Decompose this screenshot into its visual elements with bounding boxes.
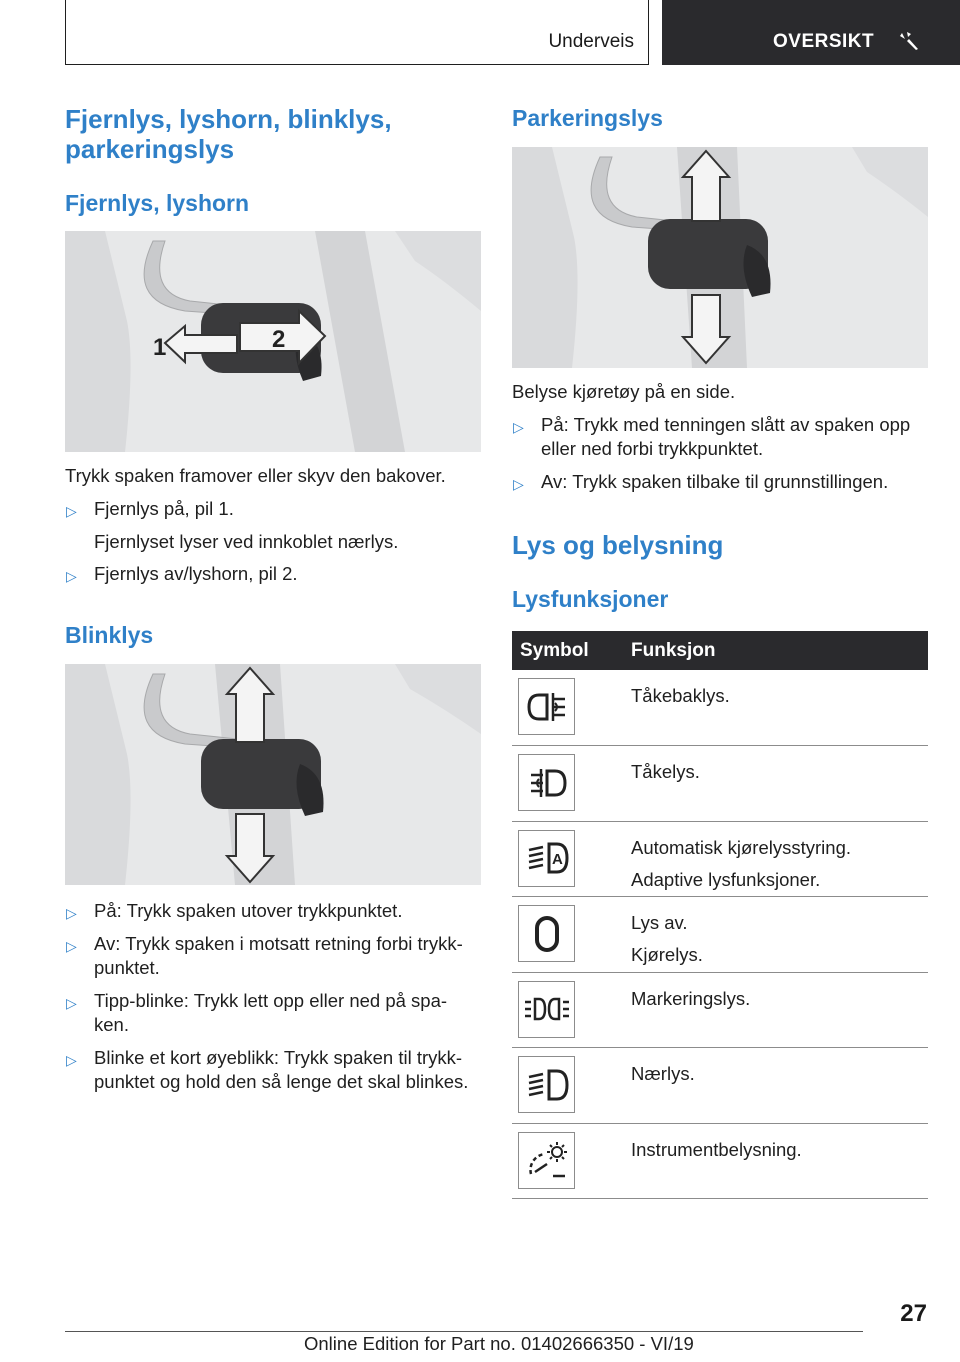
light-functions-table (512, 631, 928, 1199)
list-item: ▷ På: Trykk spaken utover trykkpunktet. (65, 899, 481, 923)
list-item: ▷ Fjernlys av/lyshorn, pil 2. (65, 562, 481, 586)
page-title: Fjernlys, lyshorn, blinklys, parkeringslys (65, 104, 392, 164)
bullet-triangle-icon: ▷ (66, 503, 77, 519)
rear-fog-light-icon (518, 678, 575, 735)
overview-label: OVERSIKT (773, 31, 875, 52)
bullet-triangle-icon: ▷ (513, 476, 524, 492)
edition-note: Online Edition for Part no. 01402666350 - VI/19 (304, 1333, 694, 1354)
figure-stalk-parking (512, 147, 928, 368)
front-fog-light-icon (518, 754, 575, 811)
table-header-row (512, 631, 928, 670)
table-row: Instrumentbelysning. (512, 1123, 928, 1199)
table-row: Lys av. Kjørelys. (512, 897, 928, 973)
table-row: Tåkebaklys. (512, 670, 928, 746)
arrow-label-1: 1 (153, 334, 167, 361)
heading-lights: Lys og belysning (512, 530, 724, 560)
bullet-triangle-icon: ▷ (66, 568, 77, 584)
heading-turn-signal: Blinklys (65, 622, 154, 648)
column-header-symbol: Symbol (512, 631, 622, 670)
list-item: ▷ På: Trykk med tenningen slått av spaken opp eller ned forbi trykkpunktet. (513, 414, 911, 459)
parking-intro: Belyse kjøretøy på en side. (512, 381, 736, 402)
bullet-triangle-icon: ▷ (66, 995, 77, 1011)
heading-parking-light: Parkeringslys (512, 105, 663, 131)
list-item: ▷ Av: Trykk spaken tilbake til grunnstillingen. (512, 470, 928, 494)
table-row: Tåkelys. (512, 746, 928, 822)
list-item: ▷ Blinke et kort øyeblikk: Trykk spaken til trykk-punktet og hold den så lenge det skal blinkes. (66, 1047, 469, 1092)
auto-headlight-icon (518, 830, 575, 887)
figure-stalk-high-beam (65, 231, 481, 452)
heading-light-functions: Lysfunksjoner (512, 586, 669, 612)
footer-divider (65, 1331, 863, 1332)
list-item: ▷ Tipp-blinke: Trykk lett opp eller ned på spa-ken. (66, 990, 448, 1035)
section-tab[interactable] (65, 0, 649, 65)
section-label: Underveis (548, 31, 634, 52)
zero-position-icon (518, 905, 575, 962)
list-item: ▷ Fjernlys på, pil 1. Fjernlyset lyser ved innkoblet nærlys. (66, 498, 399, 552)
bullet-triangle-icon: ▷ (66, 905, 77, 921)
table-row: Nærlys. (512, 1048, 928, 1124)
low-beam-icon (518, 1056, 575, 1113)
list-item: ▷ Av: Trykk spaken i motsatt retning forbi trykk-punktet. (66, 933, 463, 978)
svg-text:A: A (551, 851, 563, 868)
bullet-triangle-icon: ▷ (513, 419, 524, 435)
page-number: 27 (900, 1300, 927, 1327)
page-header (0, 0, 960, 66)
wand-icon (898, 30, 920, 52)
figure-stalk-turn-signal (65, 664, 481, 885)
table-row: Markeringslys. (512, 972, 928, 1048)
column-header-function: Funksjon (622, 631, 928, 670)
bullet-triangle-icon: ▷ (66, 938, 77, 954)
parking-light-icon (518, 981, 575, 1038)
overview-tab[interactable] (662, 0, 960, 65)
table-row: A Automatisk kjørelysstyring. Adaptive lysfunksjoner. (512, 821, 928, 897)
heading-high-beam: Fjernlys, lyshorn (65, 190, 250, 216)
arrow-label-2: 2 (272, 326, 286, 353)
high-beam-intro: Trykk spaken framover eller skyv den bakover. (65, 465, 446, 486)
instrument-lighting-icon (518, 1132, 575, 1189)
bullet-triangle-icon: ▷ (66, 1052, 77, 1068)
